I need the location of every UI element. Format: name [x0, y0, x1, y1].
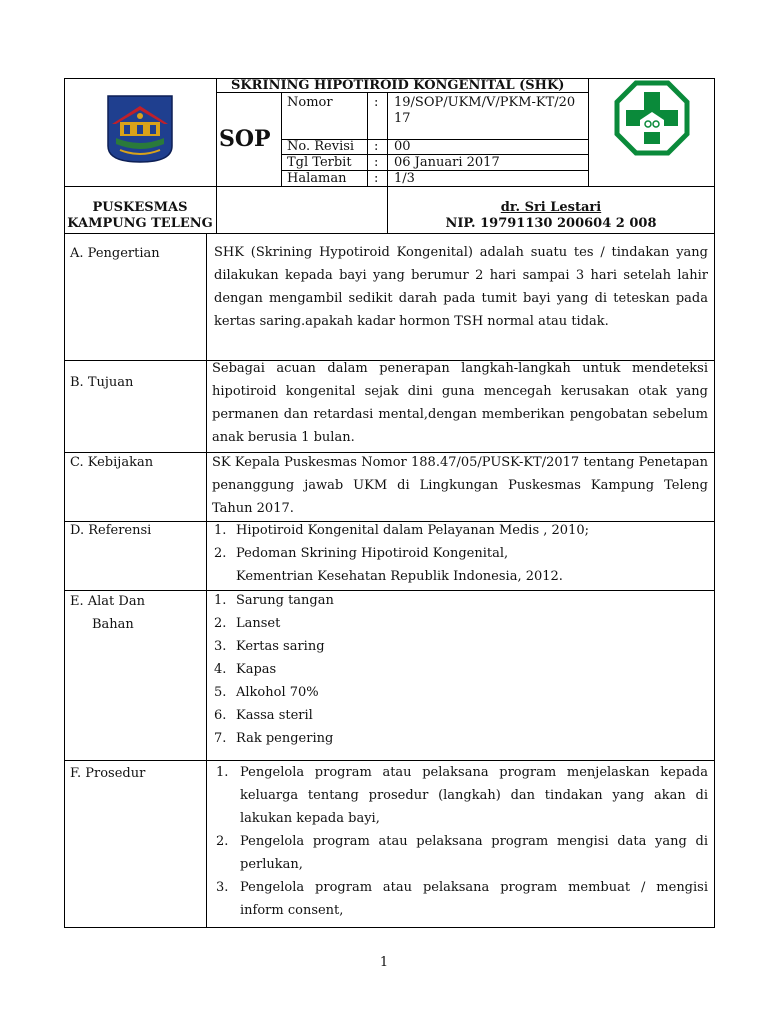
list-item: [212, 761, 708, 830]
list-item: [214, 635, 708, 658]
list-item: [214, 589, 708, 612]
list-number: 3.: [214, 639, 227, 654]
org-name-line2: KAMPUNG TELENG: [67, 216, 213, 231]
list-item-continuation: [214, 565, 708, 588]
list-text: Kapas: [236, 662, 277, 677]
list-item: [214, 681, 708, 704]
header-divider-right: [588, 78, 589, 186]
sop-label: SOP: [219, 126, 271, 152]
field-sep-terbit: :: [374, 155, 379, 170]
list-text: Pengelola program atau pelaksana program menjelaskan kepada keluarga tentang prosedur (langkah) dan tindakan yang akan di lakukan kepada bayi,: [240, 765, 708, 826]
body-column-divider: [206, 233, 207, 928]
list-text: Kassa steril: [236, 708, 313, 723]
field-value-nomor: 19/SOP/UKM/V/PKM-KT/2017: [394, 95, 576, 126]
header-bottom: [64, 186, 715, 187]
section-b-text: Sebagai acuan dalam penerapan langkah-langkah untuk mendeteksi hipotiroid kongenital sejak dini guna mencegah kerusakan otak yang permanen dan retardasi mental,dengan memberikan pengobatan sebelum anak berusia 1 bulan.: [212, 361, 708, 445]
list-text: Pengelola program atau pelaksana program mengisi data yang di perlukan,: [240, 834, 708, 872]
section-a-text: SHK (Skrining Hypotiroid Kongenital) adalah suatu tes / tindakan yang dilakukan kepada bayi yang berumur 2 hari sampai 3 hari setelah lahir dengan mengambil sedikit darah pada tumit bayi yang di teteskan pada kertas saring.apakah kadar hormon TSH normal atau tidak.: [214, 245, 708, 329]
field-value-terbit: 06 Januari 2017: [394, 155, 500, 170]
section-e-label-line2: Bahan: [92, 617, 134, 632]
field-value-halaman: 1/3: [394, 171, 415, 186]
field-value-revisi: 00: [394, 139, 411, 154]
list-number: 5.: [214, 685, 227, 700]
list-item: [214, 612, 708, 635]
section-c-text: SK Kepala Puskesmas Nomor 188.47/05/PUSK-KT/2017 tentang Penetapan penanggung jawab UKM di Lingkungan Puskesmas Kampung Teleng Tahun 2017.: [212, 455, 708, 516]
list-number: 4.: [214, 662, 227, 677]
field-label-terbit: Tgl Terbit: [287, 155, 352, 170]
list-text: Pedoman Skrining Hipotiroid Kongenital,: [236, 546, 509, 561]
list-item: [214, 727, 708, 750]
list-number: 1.: [214, 523, 227, 538]
list-item: [214, 658, 708, 681]
list-item: [214, 519, 708, 542]
section-b-label: B. Tujuan: [70, 375, 134, 390]
puskesmas-logo: [614, 80, 690, 156]
list-number: 2.: [214, 616, 227, 631]
list-text: Sarung tangan: [236, 593, 334, 608]
list-number: 3.: [216, 880, 229, 895]
border-bottom: [64, 927, 715, 928]
list-text: Alkohol 70%: [236, 685, 319, 700]
page-number: 1: [379, 955, 389, 970]
equipment-list: [214, 589, 708, 750]
document-title: SKRINING HIPOTIROID KONGENITAL (SHK): [231, 78, 565, 93]
field-label-halaman: Halaman: [287, 171, 347, 186]
field-sep-revisi: :: [374, 139, 379, 154]
list-number: 1.: [214, 593, 227, 608]
list-item: [214, 704, 708, 727]
list-text: Lanset: [236, 616, 281, 631]
list-text: Kementrian Kesehatan Republik Indonesia, 2012.: [236, 569, 563, 584]
section-d-label: D. Referensi: [70, 523, 152, 538]
section-a-label: A. Pengertian: [70, 246, 160, 261]
field-label-revisi: No. Revisi: [287, 139, 355, 154]
org-row-bottom: [64, 233, 715, 234]
list-number: 6.: [214, 708, 227, 723]
field-label-nomor: Nomor: [287, 95, 333, 110]
list-item: [212, 876, 708, 922]
list-number: 1.: [216, 765, 229, 780]
list-text: Hipotiroid Kongenital dalam Pelayanan Medis , 2010;: [236, 523, 589, 538]
section-e-label-line1: E. Alat Dan: [70, 594, 145, 609]
regional-emblem-logo: [106, 94, 174, 164]
signer-name: dr. Sri Lestari: [500, 200, 602, 215]
list-number: 2.: [214, 546, 227, 561]
section-c-label: C. Kebijakan: [70, 455, 154, 470]
signer-nip: NIP. 19791130 200604 2 008: [445, 216, 657, 231]
field-sep-halaman: :: [374, 171, 379, 186]
reference-list: [214, 519, 708, 588]
border-right: [714, 78, 715, 928]
list-text: Pengelola program atau pelaksana program membuat / mengisi inform consent,: [240, 880, 708, 918]
list-number: 7.: [214, 731, 227, 746]
list-text: Kertas saring: [236, 639, 325, 654]
procedure-list: [212, 761, 708, 922]
list-text: Rak pengering: [236, 731, 334, 746]
header-divider-left: [216, 78, 217, 233]
field-sep-nomor: :: [374, 95, 379, 110]
section-f-label: F. Prosedur: [70, 766, 146, 781]
list-item: [212, 830, 708, 876]
list-item: [214, 542, 708, 565]
list-number: 2.: [216, 834, 229, 849]
org-name-line1: PUSKESMAS: [92, 200, 188, 215]
